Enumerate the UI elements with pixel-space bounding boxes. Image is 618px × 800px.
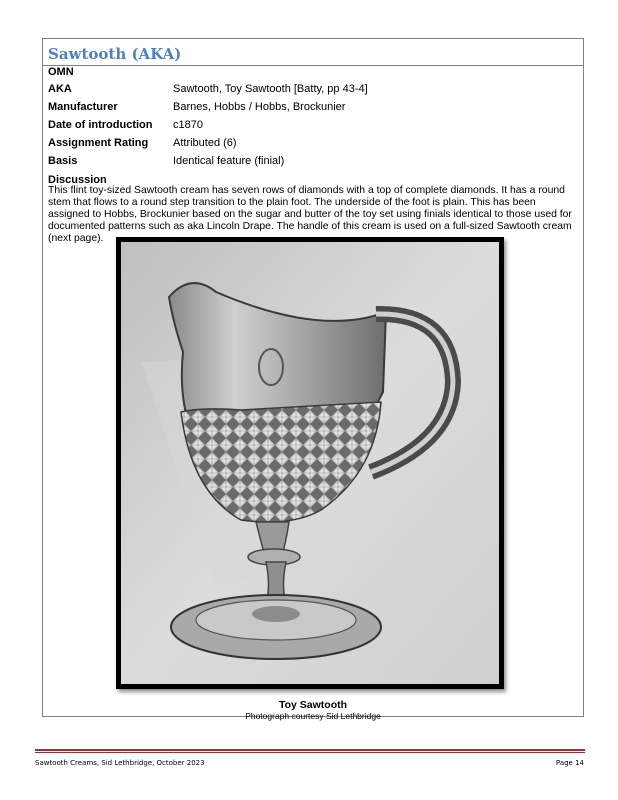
field-value: Sawtooth, Toy Sawtooth [Batty, pp 43-4] bbox=[173, 83, 368, 95]
field-value: Barnes, Hobbs / Hobbs, Brockunier bbox=[173, 101, 346, 113]
footer-rule-thick bbox=[35, 749, 585, 751]
photo-caption: Toy Sawtooth bbox=[278, 699, 348, 711]
title-divider bbox=[43, 65, 583, 66]
field-value: c1870 bbox=[173, 119, 203, 131]
photo-credit: Photograph courtesy Sid Lethbridge bbox=[245, 711, 381, 721]
field-label: Date of introduction bbox=[48, 119, 153, 131]
field-value: Identical feature (finial) bbox=[173, 155, 285, 167]
field-value: Attributed (6) bbox=[173, 137, 237, 149]
creamer-illustration bbox=[121, 242, 499, 684]
footer-rule-thin bbox=[35, 752, 585, 753]
footer-document-info: Sawtooth Creams, Sid Lethbridge, October 2023 bbox=[35, 759, 205, 767]
field-label: Basis bbox=[48, 155, 78, 167]
omn-label: OMN bbox=[48, 66, 74, 78]
field-label: Manufacturer bbox=[48, 101, 118, 113]
footer-page-number: Page 14 bbox=[555, 759, 584, 767]
field-label: Assignment Rating bbox=[48, 137, 149, 149]
discussion-text: This flint toy-sized Sawtooth cream has seven rows of diamonds with a top of complete diamonds. It has a round stem that flows to a round step transition to the plain foot. The underside of the foot is plain. This has been assigned to Hobbs, Brockunier based on the sugar and butter of the toy set using finials identical to those used for documented patterns such as aka Lincoln Drape. The handle of this cream is used on a full-sized Sawtooth cream (next page). bbox=[48, 185, 572, 244]
content-frame bbox=[42, 38, 584, 721]
discussion-heading: Discussion bbox=[48, 174, 107, 186]
field-label: AKA bbox=[48, 83, 72, 95]
section-title: Sawtooth (AKA) bbox=[48, 45, 182, 63]
photo-creamer bbox=[116, 237, 504, 689]
